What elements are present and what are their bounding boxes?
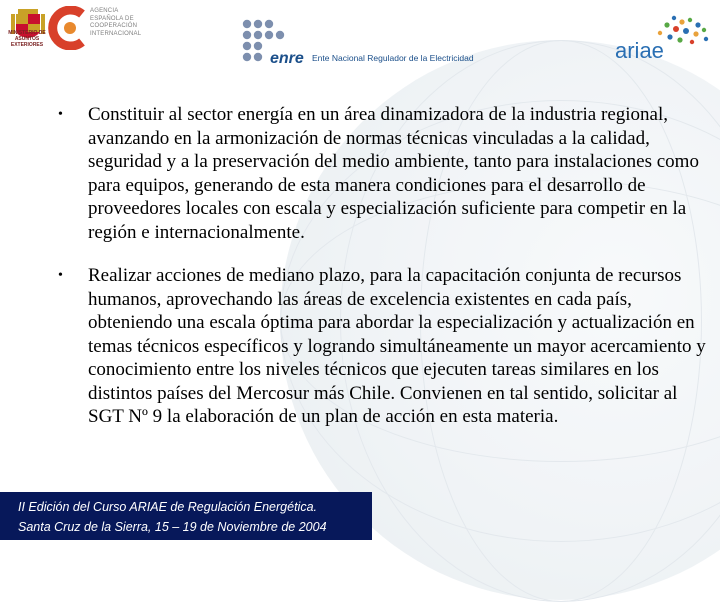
list-item: [56, 103, 716, 244]
footer-location-dates: Santa Cruz de la Sierra, 15 – 19 de Noviembre de 2004: [18, 520, 327, 534]
ministry-caption: MINISTERIO DE ASUNTOS EXTERIORES: [8, 30, 46, 48]
bullet-marker: •: [58, 107, 63, 122]
footer-banner: [0, 492, 372, 540]
enre-name: enre: [270, 50, 304, 67]
header: [0, 0, 720, 75]
aecid-line: COOPERACIÓN: [90, 23, 138, 29]
aecid-line: INTERNACIONAL: [90, 30, 142, 37]
bullet-list: [56, 103, 716, 449]
aecid-line: AGENCIA: [90, 8, 119, 14]
bullet-text: Constituir al sector energía en un área dinamizadora de la industria regional, avanzando en la armonización de normas técnicas vinculadas a la calidad, seguridad y a la preservación del medio ambiente, tanto para instalaciones como para equipos, generando de esta manera condiciones para el desarrollo de proveedores locales con escala y especialización suficiente para competir en la región e internacionalmente.: [88, 104, 699, 243]
list-item: [56, 264, 716, 429]
aecid-logo-icon: [48, 6, 88, 50]
enre-description: Ente Nacional Regulador de la Electricidad: [312, 53, 474, 63]
bullet-text: Realizar acciones de mediano plazo, para la capacitación conjunta de recursos humanos, aprovechando las áreas de excelencia existentes en cada país, obteniendo una escala óptima para abordar la especialización y actualización en temas técnicos específicos y logrando simultáneamente un mayor acercamiento y conocimiento entre los niveles técnicos que ejecuten tareas similares en los distintos países del Mercosur más Chile. Convienen en tal sentido, solicitar al SGT Nº 9 la elaboración de un plan de acción en esta materia.: [88, 265, 706, 427]
ariae-name: ariae: [615, 38, 664, 63]
aecid-name: [90, 8, 160, 38]
footer-course-title: II Edición del Curso ARIAE de Regulación Energética.: [18, 500, 318, 514]
aecid-line: ESPAÑOLA DE: [90, 15, 134, 22]
bullet-marker: •: [58, 268, 63, 283]
